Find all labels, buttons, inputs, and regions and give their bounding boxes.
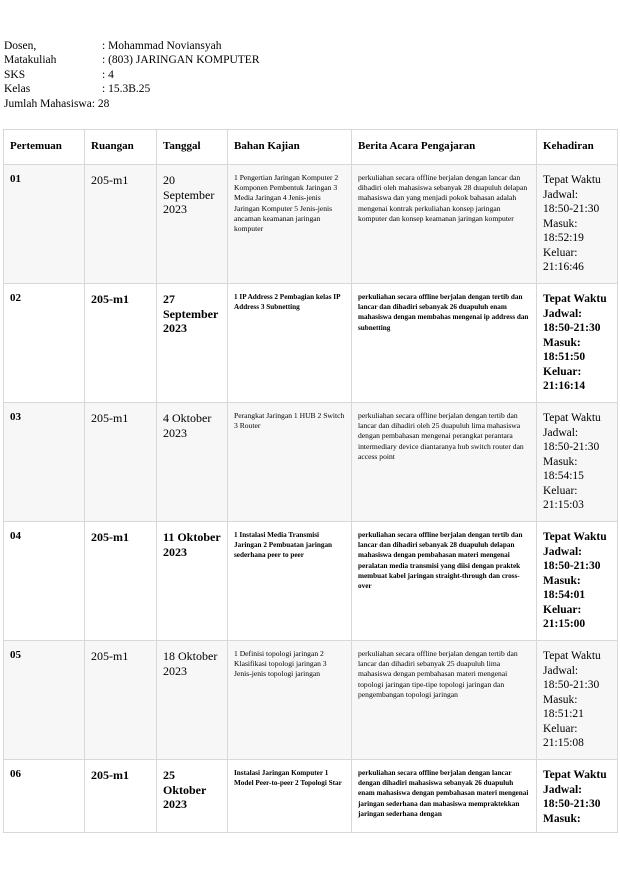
schedule-time: 18:50-21:30: [543, 798, 601, 810]
table-row: [4, 641, 618, 760]
dosen-value: : Mohammad Noviansyah: [102, 40, 222, 52]
attendance-status: Tepat Waktu: [543, 293, 607, 305]
schedule-label: Jadwal:: [543, 783, 582, 796]
attendance-cell: [537, 284, 618, 403]
matakuliah-value: : (803) JARINGAN KOMPUTER: [102, 54, 260, 67]
date-cell: 25 Oktober 2023: [157, 760, 228, 833]
kelas-label: Kelas: [4, 83, 31, 96]
col-header-tanggal: Tanggal: [157, 130, 228, 165]
attendance-cell: [537, 403, 618, 522]
jumlah-label: Jumlah Mahasiswa: [4, 97, 92, 110]
room-cell: 205-m1: [85, 641, 157, 760]
date-cell: 18 Oktober 2023: [157, 641, 228, 760]
meeting-number: 03: [4, 403, 85, 522]
info-row-dosen: [4, 39, 260, 53]
check-out-time: 21:15:08: [543, 737, 584, 749]
info-row-matakuliah: [4, 53, 260, 67]
date-cell: 11 Oktober 2023: [157, 522, 228, 641]
sks-label: SKS: [4, 68, 26, 81]
col-header-ruangan: Ruangan: [85, 130, 157, 165]
info-row-kelas: [4, 82, 260, 96]
check-out-time: 21:16:14: [543, 380, 586, 392]
check-in-label: Masuk:: [543, 812, 581, 825]
teaching-report-cell: perkuliahan secara offline berjalan dengan tertib dan lancar dan dihadiri sebanyak 25 duapuluh lima mahasiswa dengan pembahasan materi mengenai topologi jaringan tipe-tipe topologi jaringan dan pengembangan topologi jaringan: [352, 641, 537, 760]
check-in-time: 18:54:01: [543, 589, 586, 601]
check-in-time: 18:54:15: [543, 470, 584, 482]
attendance-status: Tepat Waktu: [543, 174, 601, 186]
teaching-report-cell: perkuliahan secara offline berjalan dengan tertib dan lancar dan dihadiri sebanyak 28 duapuluh delapan mahasiswa dengan pembahasan materi mengenai peralatan media transmisi yang diisi dengan praktek membuat kabel jaringan straight-through dan cross-over: [352, 522, 537, 641]
meeting-number: 05: [4, 641, 85, 760]
info-row-jumlah: [4, 97, 260, 111]
topic-cell: 1 Instalasi Media Transmisi Jaringan 2 Pembuatan jaringan sederhana peer to peer: [228, 522, 352, 641]
check-in-label: Masuk:: [543, 336, 581, 349]
date-cell: 20 September 2023: [157, 165, 228, 284]
attendance-status: Tepat Waktu: [543, 412, 601, 424]
check-in-label: Masuk:: [543, 574, 581, 587]
attendance-status: Tepat Waktu: [543, 531, 607, 543]
room-cell: 205-m1: [85, 165, 157, 284]
check-in-label: Masuk:: [543, 693, 578, 706]
teaching-report-cell: perkuliahan secara offline berjalan dengan tertib dan lancar dan dihadiri sebanyak 26 duapuluh enam mahasiswa dengan membahas mengenai ip address dan subnetting: [352, 284, 537, 403]
teaching-report-cell: perkuliahan secara offline berjalan dengan tertib dan lancar dan dihadiri oleh 25 duapuluh lima mahasiswa dengan pembahasan mengenai perangkat perantara intermediary device diantaranya hub switch router dan access point: [352, 403, 537, 522]
schedule-label: Jadwal:: [543, 307, 582, 320]
date-cell: 27 September 2023: [157, 284, 228, 403]
teaching-report-cell: perkuliahan secara offline berjalan dengan lancar dengan dihadiri mahasiswa sebanyak 26 duapuluh enam mahasiswa dengan pembahasan materi mengenai jaringan sederhana dan mahasiswa mempraktekkan jaringan sederhana dengan: [352, 760, 537, 833]
topic-cell: 1 Pengertian Jaringan Komputer 2 Komponen Pembentuk Jaringan 3 Media Jaringan 4 Jenis-jenis Jaringan Komputer 5 Jenis-jenis ancaman keamanan jaringan komputer: [228, 165, 352, 284]
table-header-row: [4, 130, 618, 165]
room-cell: 205-m1: [85, 760, 157, 833]
meeting-number: 04: [4, 522, 85, 641]
check-out-label: Keluar:: [543, 484, 578, 497]
schedule-label: Jadwal:: [543, 545, 582, 558]
schedule-time: 18:50-21:30: [543, 441, 600, 453]
col-header-kehadiran: Kehadiran: [537, 130, 618, 165]
date-cell: 4 Oktober 2023: [157, 403, 228, 522]
meeting-number: 06: [4, 760, 85, 833]
table-row: [4, 760, 618, 833]
room-cell: 205-m1: [85, 522, 157, 641]
room-cell: 205-m1: [85, 284, 157, 403]
attendance-status: Tepat Waktu: [543, 769, 607, 781]
check-out-time: 21:16:46: [543, 261, 584, 273]
col-header-berita-acara: Berita Acara Pengajaran: [352, 130, 537, 165]
col-header-pertemuan: Pertemuan: [4, 130, 85, 165]
check-in-label: Masuk:: [543, 217, 578, 230]
dosen-label: Dosen,: [4, 40, 37, 52]
meeting-number: 01: [4, 165, 85, 284]
check-out-time: 21:15:03: [543, 499, 584, 511]
table-row: [4, 403, 618, 522]
attendance-status: Tepat Waktu: [543, 650, 601, 662]
room-cell: 205-m1: [85, 403, 157, 522]
check-out-label: Keluar:: [543, 365, 582, 378]
check-out-label: Keluar:: [543, 722, 578, 735]
schedule-label: Jadwal:: [543, 188, 579, 201]
attendance-cell: [537, 522, 618, 641]
table-row: [4, 165, 618, 284]
check-in-time: 18:51:50: [543, 351, 586, 363]
col-header-bahan-kajian: Bahan Kajian: [228, 130, 352, 165]
schedule-time: 18:50-21:30: [543, 679, 600, 691]
check-out-time: 21:15:00: [543, 618, 586, 630]
attendance-table: [3, 129, 618, 833]
schedule-time: 18:50-21:30: [543, 560, 601, 572]
schedule-label: Jadwal:: [543, 664, 579, 677]
kelas-value: : 15.3B.25: [102, 83, 151, 96]
schedule-label: Jadwal:: [543, 426, 579, 439]
check-in-time: 18:52:19: [543, 232, 584, 244]
schedule-time: 18:50-21:30: [543, 322, 601, 334]
check-out-label: Keluar:: [543, 246, 578, 259]
check-in-time: 18:51:21: [543, 708, 584, 720]
course-info-header: [4, 39, 260, 111]
table-row: [4, 522, 618, 641]
topic-cell: 1 IP Address 2 Pembagian kelas IP Address 3 Subnetting: [228, 284, 352, 403]
meeting-number: 02: [4, 284, 85, 403]
topic-cell: Instalasi Jaringan Komputer 1 Model Peer-to-peer 2 Topologi Star: [228, 760, 352, 833]
attendance-cell: [537, 760, 618, 833]
jumlah-value: : 28: [91, 97, 110, 110]
check-in-label: Masuk:: [543, 455, 578, 468]
teaching-report-cell: perkuliahan secara offline berjalan dengan lancar dan dihadiri oleh mahasiswa sebanyak 28 duapuluh delapan mahasiswa dan yang menjadi pokok bahasan adalah mengenai kontrak perkuliahan konsep jaringan komputer dan konsep keamanan jaringan komputer: [352, 165, 537, 284]
sks-value: : 4: [102, 68, 114, 81]
table-row: [4, 284, 618, 403]
topic-cell: 1 Definisi topologi jaringan 2 Klasifikasi topologi jaringan 3 Jenis-jenis topologi jaringan: [228, 641, 352, 760]
info-row-sks: [4, 68, 260, 82]
schedule-time: 18:50-21:30: [543, 203, 600, 215]
topic-cell: Perangkat Jaringan 1 HUB 2 Switch 3 Router: [228, 403, 352, 522]
matakuliah-label: Matakuliah: [4, 54, 57, 67]
attendance-cell: [537, 641, 618, 760]
check-out-label: Keluar:: [543, 603, 582, 616]
attendance-cell: [537, 165, 618, 284]
